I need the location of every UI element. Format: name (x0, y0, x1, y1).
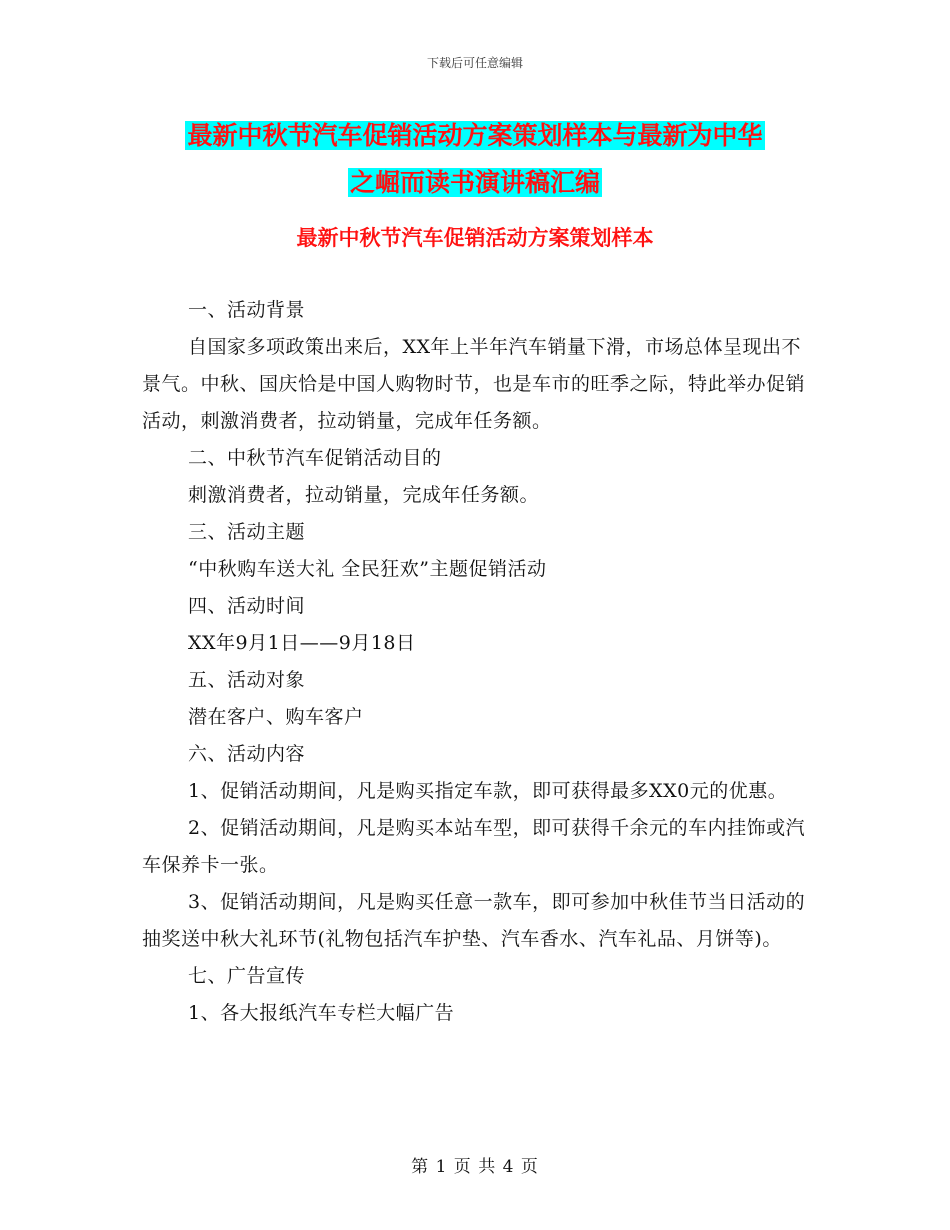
paragraph-theme: “中秋购车送大礼 全民狂欢”主题促销活动 (188, 558, 547, 580)
page-header-note: 下载后可任意编辑 (426, 56, 523, 70)
section-title: 最新中秋节汽车促销活动方案策划样本 (296, 226, 654, 250)
document-body (142, 292, 812, 1032)
heading-target: 五、活动对象 (188, 669, 306, 691)
heading-background: 一、活动背景 (188, 299, 306, 321)
paragraph-time: XX年9月1日——9月18日 (188, 632, 416, 654)
heading-advertising: 七、广告宣传 (188, 965, 306, 987)
page-number: 第 1 页 共 4 页 (411, 1157, 539, 1177)
paragraph-advertising-1: 1、各大报纸汽车专栏大幅广告 (188, 1002, 455, 1024)
heading-theme: 三、活动主题 (188, 521, 306, 543)
heading-content: 六、活动内容 (188, 743, 306, 765)
paragraph-content-2: 2、促销活动期间，凡是购买本站车型，即可获得千余元的车内挂饰或汽车保养卡一张。 (142, 817, 806, 876)
document-title-line-2: 之崛而读书演讲稿汇编 (349, 168, 600, 197)
paragraph-content-1: 1、促销活动期间，凡是购买指定车款，即可获得最多XX0元的优惠。 (188, 780, 788, 802)
paragraph-content-3: 3、促销活动期间，凡是购买任意一款车，即可参加中秋佳节当日活动的抽奖送中秋大礼环节(礼物包括汽车护垫、汽车香水、汽车礼品、月饼等)。 (142, 891, 806, 950)
heading-time: 四、活动时间 (188, 595, 306, 617)
paragraph-purpose: 刺激消费者，拉动销量，完成年任务额。 (188, 484, 540, 506)
heading-purpose: 二、中秋节汽车促销活动目的 (188, 447, 442, 469)
paragraph-background: 自国家多项政策出来后，XX年上半年汽车销量下滑，市场总体呈现出不景气。中秋、国庆恰是中国人购物时节，也是车市的旺季之际，特此举办促销活动，刺激消费者，拉动销量，完成年任务额。 (142, 336, 806, 432)
document-title-line-1: 最新中秋节汽车促销活动方案策划样本与最新为中华 (187, 121, 763, 150)
document-title (0, 112, 950, 206)
paragraph-target: 潜在客户、购车客户 (188, 706, 364, 728)
